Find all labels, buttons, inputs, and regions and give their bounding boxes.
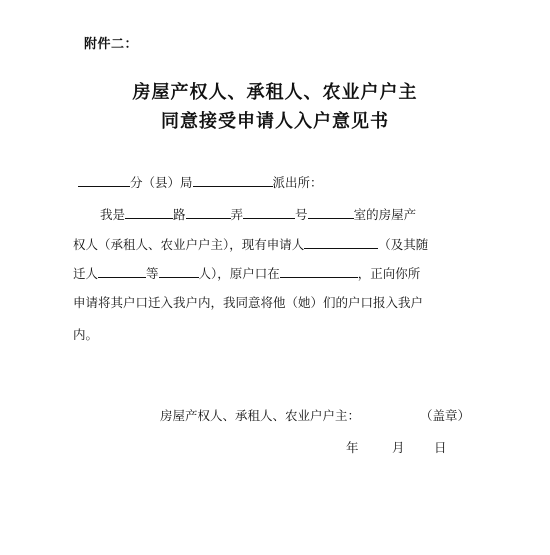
count-blank[interactable] xyxy=(159,264,199,278)
body-text: 人），原户口在 xyxy=(198,266,280,281)
body-text: 等 xyxy=(146,266,159,281)
document-title-line-1: 房屋产权人、承租人、农业户户主 xyxy=(132,82,418,103)
document-title-line-2: 同意接受申请人入户意见书 xyxy=(161,111,389,132)
district-suffix: 分（县）局 xyxy=(130,175,193,190)
body-line-4: 申请将其户口迁入我户内，我同意将他（她）们的户口报入我户 xyxy=(73,295,424,310)
body-line-1 xyxy=(100,205,416,223)
body-text: 路 xyxy=(173,207,186,222)
body-text: 室的房屋产 xyxy=(353,207,417,222)
room-blank[interactable] xyxy=(308,205,354,219)
road-blank[interactable] xyxy=(125,205,173,219)
signature-label: 房屋产权人、承租人、农业户户主： xyxy=(160,408,361,423)
lane-blank[interactable] xyxy=(186,205,231,219)
body-line-2 xyxy=(73,235,428,253)
body-text: 号 xyxy=(295,207,308,222)
body-text: ，正向你所 xyxy=(357,266,421,281)
number-blank[interactable] xyxy=(243,205,295,219)
date-month: 月 xyxy=(392,440,405,455)
addressee-line xyxy=(78,173,323,191)
body-text: 迁人 xyxy=(73,266,99,281)
station-suffix: 派出所： xyxy=(272,175,323,190)
date-year: 年 xyxy=(346,440,359,455)
applicant-blank[interactable] xyxy=(304,235,378,249)
body-text: （及其随 xyxy=(378,237,429,252)
district-blank[interactable] xyxy=(78,173,130,187)
body-text: 权人（承租人、农业户户主），现有申请人 xyxy=(73,237,305,252)
original-hukou-blank[interactable] xyxy=(280,264,358,278)
attachment-label: 附件二： xyxy=(84,37,139,52)
body-text: 我是 xyxy=(100,207,126,222)
seal-label: （盖章） xyxy=(420,408,471,423)
body-text: 弄 xyxy=(230,207,244,222)
date-day: 日 xyxy=(434,440,447,455)
station-blank[interactable] xyxy=(193,173,273,187)
body-line-5: 内。 xyxy=(73,327,99,342)
body-line-3 xyxy=(73,264,420,282)
companion-blank[interactable] xyxy=(98,264,146,278)
